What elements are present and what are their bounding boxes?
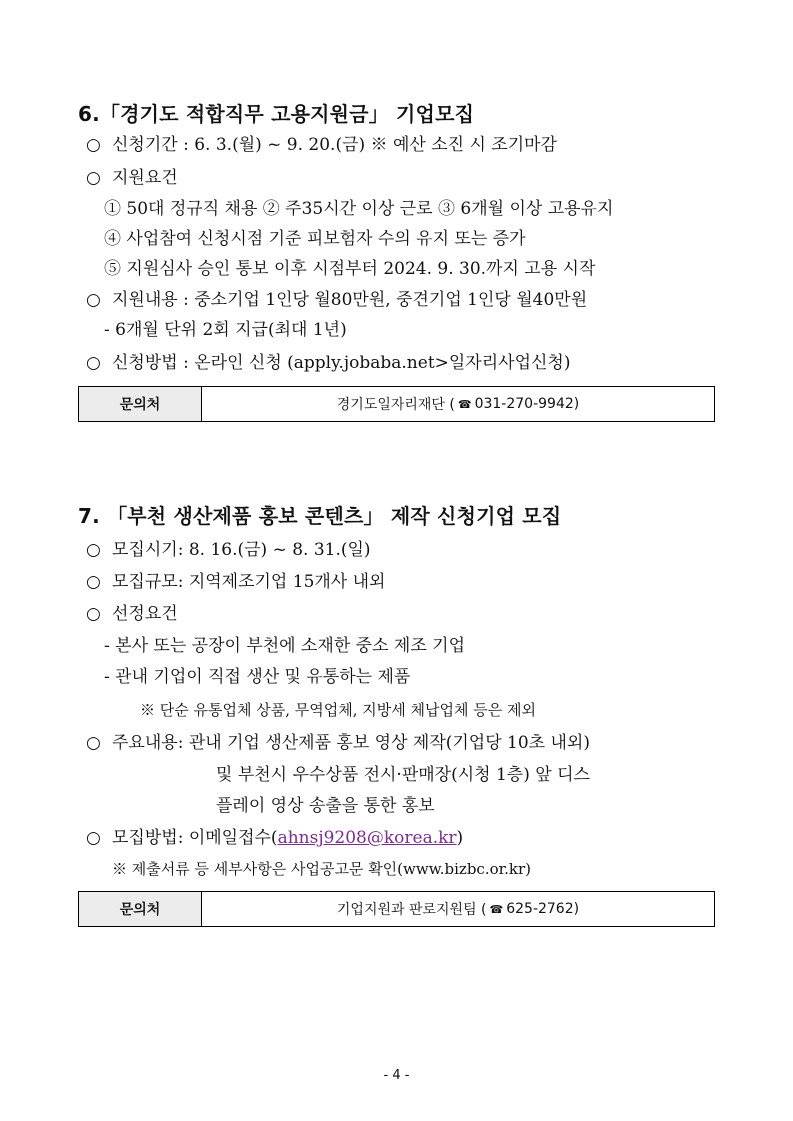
contact-box-6 <box>78 386 715 422</box>
recruit-period-line <box>86 538 371 562</box>
page-number: - 4 - <box>383 1068 410 1083</box>
main-content-text-2: 및 부천시 우수상품 전시·판매장(시청 1층) 앞 디스 <box>216 765 590 785</box>
section-6-title: 6.「경기도 적합직무 고용지원금」 기업모집 <box>78 102 475 126</box>
bullet-circle: ○ <box>86 353 101 373</box>
section-7-title: 7. 「부천 생산제품 홍보 콘텐츠」 제작 신청기업 모집 <box>78 504 562 528</box>
contact-org: 기업지원과 판로지원팀 ( <box>336 902 487 918</box>
contact-label: 문의처 <box>79 892 202 926</box>
bullet-circle: ○ <box>86 135 101 155</box>
contact-phone: 625-2762) <box>506 901 580 917</box>
contact-value <box>202 387 714 421</box>
main-content-text-1: 주요내용: 관내 기업 생산제품 홍보 영상 제작(기업당 10초 내외) <box>112 733 590 753</box>
contact-value <box>202 892 714 926</box>
requirements-label: 지원요건 <box>112 168 178 188</box>
recruit-scale-text: 모집규모: 지역제조기업 15개사 내외 <box>112 572 386 592</box>
recruit-method-suffix: ) <box>456 828 464 848</box>
bullet-circle: ○ <box>86 290 101 310</box>
requirement-3: ⑤ 지원심사 승인 통보 이후 시점부터 2024. 9. 30.까지 고용 시작 <box>104 259 596 279</box>
requirement-2: ④ 사업참여 신청시점 기준 피보험자 수의 유지 또는 증가 <box>104 229 526 249</box>
criteria-1: - 본사 또는 공장이 부천에 소재한 중소 제조 기업 <box>104 636 465 656</box>
period-text: 신청기간 : 6. 3.(월) ~ 9. 20.(금) ※ 예산 소진 시 조기마감 <box>112 135 557 155</box>
bullet-circle: ○ <box>86 733 101 753</box>
bullet-circle: ○ <box>86 540 101 560</box>
contact-phone: 031-270-9942) <box>474 396 580 412</box>
support-content-text: 지원내용 : 중소기업 1인당 월80만원, 중견기업 1인당 월40만원 <box>112 290 588 310</box>
apply-method-text: 신청방법 : 온라인 신청 (apply.jobaba.net>일자리사업신청) <box>112 353 571 373</box>
contact-org: 경기도일자리재단 ( <box>336 397 455 413</box>
support-content-sub: - 6개월 단위 2회 지급(최대 1년) <box>104 320 347 340</box>
phone-icon: ☎ <box>489 902 504 916</box>
requirements-line <box>86 166 178 190</box>
bullet-circle: ○ <box>86 604 101 624</box>
criteria-note: ※ 단순 유통업체 상품, 무역업체, 지방세 체납업체 등은 제외 <box>140 701 536 719</box>
recruit-method-prefix: 모집방법: 이메일접수( <box>112 828 278 848</box>
bullet-circle: ○ <box>86 168 101 188</box>
contact-label: 문의처 <box>79 387 202 421</box>
period-line <box>86 133 557 157</box>
criteria-2: - 관내 기업이 직접 생산 및 유통하는 제품 <box>104 667 411 687</box>
support-content-line <box>86 288 587 312</box>
criteria-label: 선정요건 <box>112 604 178 624</box>
email-link[interactable]: ahnsj9208@korea.kr <box>277 828 457 848</box>
method-note: ※ 제출서류 등 세부사항은 사업공고문 확인(www.bizbc.or.kr) <box>112 860 532 878</box>
phone-icon: ☎ <box>457 397 472 411</box>
recruit-scale-line <box>86 570 385 594</box>
bullet-circle: ○ <box>86 572 101 592</box>
main-content-text-3: 플레이 영상 송출을 통한 홍보 <box>216 796 435 816</box>
criteria-line <box>86 602 178 626</box>
recruit-method-line <box>86 826 463 850</box>
bullet-circle: ○ <box>86 828 101 848</box>
requirement-1: ① 50대 정규직 채용 ② 주35시간 이상 근로 ③ 6개월 이상 고용유지 <box>104 199 614 219</box>
main-content-line <box>86 731 590 755</box>
recruit-period-text: 모집시기: 8. 16.(금) ~ 8. 31.(일) <box>112 540 371 560</box>
apply-method-line <box>86 351 570 375</box>
contact-box-7 <box>78 891 715 927</box>
